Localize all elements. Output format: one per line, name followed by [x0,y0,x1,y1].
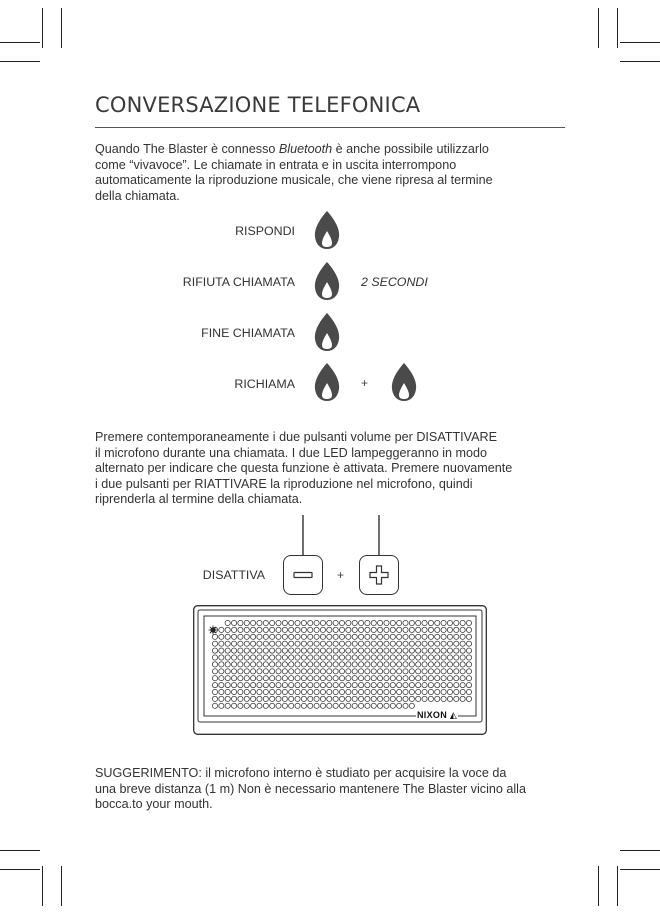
crop-mark [61,8,62,48]
crop-mark [0,850,40,851]
nixon-button-icon [314,362,340,402]
duration-note: 2 SECONDI [361,275,428,289]
crop-mark [42,866,43,906]
mute-paragraph [95,430,565,508]
crop-mark [598,866,599,906]
mute-text: Premere contemporaneamente i due pulsanti volume per DISATTIVARE [95,430,498,444]
action-label-rispondi: RISPONDI [235,224,295,238]
bluetooth-term: Bluetooth [278,142,333,156]
intro-paragraph [95,142,565,204]
crop-mark [620,850,660,851]
action-label-fine: FINE CHIAMATA [201,326,295,340]
led-icon [209,626,218,635]
crop-mark [61,866,62,906]
plus-sign: + [361,376,369,390]
action-label-rifiuta: RIFIUTA CHIAMATA [182,275,295,289]
tip-text: bocca.to your mouth. [95,797,213,811]
crop-mark [617,866,618,906]
intro-text: è anche possibile utilizzarlo [332,142,489,156]
crop-mark [0,869,40,870]
crop-mark [598,8,599,48]
crop-mark [0,61,40,62]
crop-mark [617,8,618,48]
crop-mark [0,42,40,43]
intro-text: della chiamata. [95,188,180,203]
action-label-richiama: RICHIAMA [234,377,295,391]
crop-mark [42,8,43,48]
crop-mark [620,42,660,43]
minus-icon [283,555,323,595]
title-divider [95,127,565,128]
volume-down-button [283,555,323,595]
tip-paragraph [95,766,565,813]
volume-up-button [359,555,399,595]
tip-text: SUGGERIMENTO: il microfono interno è studiato per acquisire la voce da [95,766,507,780]
crop-mark [620,61,660,62]
nixon-button-icon [314,261,340,301]
speaker-brand-logo: NIXON ◭ [417,710,458,720]
plus-icon [359,555,399,595]
mute-label: DISATTIVA [202,568,265,582]
intro-text: come “vivavoce”. Le chiamate in entrata e in uscita interrompono [95,157,457,172]
intro-text: automaticamente la riproduzione musicale, che viene ripresa al termine [95,173,493,187]
mute-text: riprenderla al termine della chiamata. [95,492,303,506]
page-title: CONVERSAZIONE TELEFONICA [95,93,421,117]
tip-text: una breve distanza (1 m) Non è necessario mantenere The Blaster vicino alla [95,781,526,796]
mute-text: i due pulsanti per RIATTIVARE la riproduzione nel microfono, quindi [95,476,473,491]
brand-text: NIXON [417,710,448,720]
nixon-button-icon [314,210,340,250]
plus-sign: + [337,568,345,582]
intro-text: Quando The Blaster è connesso [95,142,279,156]
mute-text: alternato per indicare che questa funzione è attivata. Premere nuovamente [95,461,513,475]
crop-mark [620,869,660,870]
nixon-button-icon [314,312,340,352]
mute-text: il microfono durante una chiamata. I due LED lampeggeranno in modo [95,445,488,460]
nixon-button-icon [391,362,417,402]
